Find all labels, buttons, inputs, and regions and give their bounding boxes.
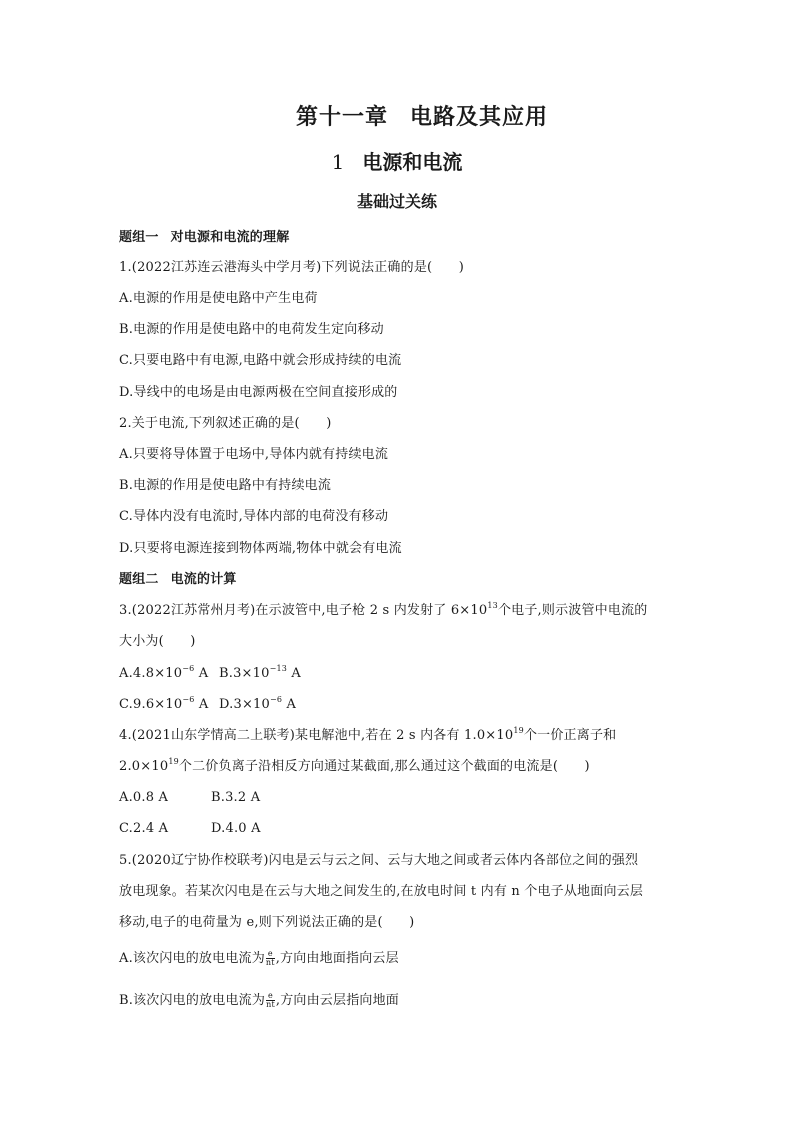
group-title: 电流的计算 bbox=[170, 572, 237, 587]
question-2-option-d: D.只要将电源连接到物体两端,物体中就会有电流 bbox=[119, 541, 402, 556]
question-4-option-b: B.3.2 A bbox=[211, 790, 261, 805]
question-1-option-d: D.导线中的电场是由电源两极在空间直接形成的 bbox=[119, 385, 398, 400]
question-4-option-a: A.0.8 A bbox=[119, 790, 169, 805]
question-5-stem-line1: 5.(2020辽宁协作校联考)闪电是云与云之间、云与大地之间或者云体内各部位之间的强烈 bbox=[119, 853, 639, 868]
group-label: 题组一 bbox=[119, 230, 159, 245]
chapter-title bbox=[0, 100, 794, 131]
question-5-option-b: B.该次闪电的放电电流为 $\frac{e}{nt}$ ,方向由云层指向地面 bbox=[119, 991, 400, 1009]
question-2-option-c: C.导体内没有电流时,导体内部的电荷没有移动 bbox=[119, 509, 389, 524]
question-3-options-cd bbox=[119, 696, 689, 714]
chapter-name: 电路及其应用 bbox=[410, 105, 549, 130]
question-5-stem-line2: 放电现象。若某次闪电是在云与大地之间发生的,在放电时间 t 内有 n 个电子从地面向云层 bbox=[119, 884, 644, 899]
fraction: $\frac{e}{nt}$ bbox=[266, 991, 275, 1009]
question-3-option-c: $C.9.6\times 10^{-6}$ A bbox=[119, 695, 209, 712]
question-5-stem-line3: 移动,电子的电荷量为 e,则下列说法正确的是( ) bbox=[119, 915, 415, 930]
question-4-options-ab bbox=[119, 789, 689, 807]
question-3-stem: 3.(2022江苏常州月考)在示波管中,电子枪 2 s 内发射了 $6\times 10^{13}$个电子,则示波管中电流的 bbox=[119, 601, 648, 618]
fraction: $\frac{e}{nt}$ bbox=[265, 949, 275, 967]
chapter-number: 第十一章 bbox=[295, 105, 388, 130]
section-title bbox=[0, 146, 794, 175]
question-3-option-a: $A.4.8\times 10^{-6}$ A bbox=[119, 664, 209, 681]
section-name: 电源和电流 bbox=[362, 150, 463, 174]
question-4-stem-cont: $2.0\times 10^{19}$个二价负离子沿相反方向通过某截面,那么通过这个截面的电流是( ) bbox=[119, 757, 590, 774]
question-2-option-b: B.电源的作用是使电路中有持续电流 bbox=[119, 478, 332, 493]
question-3-option-b: $B.3\times 10^{-13}$ A bbox=[219, 664, 301, 681]
question-2-stem: 2.关于电流,下列叙述正确的是( ) bbox=[119, 416, 332, 431]
group-label: 题组二 bbox=[119, 572, 159, 587]
practice-title: 基础过关练 bbox=[356, 192, 437, 211]
section-number: 1 bbox=[331, 150, 345, 174]
question-1-stem: 1.(2022江苏连云港海头中学月考)下列说法正确的是( ) bbox=[119, 260, 464, 275]
question-4-stem: 4.(2021山东学情高二上联考)某电解池中,若在 2 s 内各有 $1.0\times 10^{19}$个一价正离子和 bbox=[119, 726, 617, 743]
group-heading-1 bbox=[119, 229, 689, 247]
question-2-option-a: A.只要将导体置于电场中,导体内就有持续电流 bbox=[119, 447, 389, 462]
question-1-option-b: B.电源的作用是使电路中的电荷发生定向移动 bbox=[119, 322, 384, 337]
group-heading-2 bbox=[119, 571, 689, 589]
question-1-option-a: A.电源的作用是使电路中产生电荷 bbox=[119, 291, 318, 306]
question-4-option-d: D.4.0 A bbox=[211, 821, 261, 836]
group-title: 对电源和电流的理解 bbox=[170, 230, 290, 245]
question-3-option-d: $D.3\times 10^{-6}$ A bbox=[219, 695, 297, 712]
question-4-options-cd bbox=[119, 820, 689, 838]
question-5-option-a: A.该次闪电的放电电流为 $\frac{e}{nt}$ ,方向由地面指向云层 bbox=[119, 949, 399, 967]
question-4-option-c: C.2.4 A bbox=[119, 821, 169, 836]
question-3-options-ab bbox=[119, 665, 689, 683]
question-1-option-c: C.只要电路中有电源,电路中就会形成持续的电流 bbox=[119, 353, 402, 368]
question-3-stem-cont: 大小为( ) bbox=[119, 634, 196, 649]
